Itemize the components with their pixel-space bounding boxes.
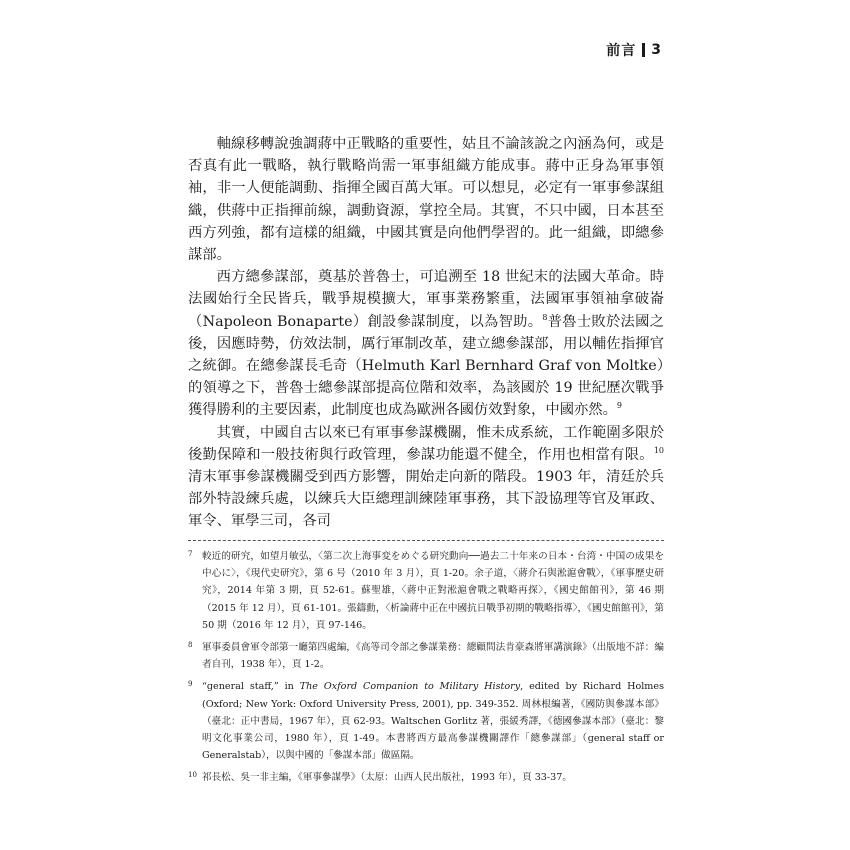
footnote-text: 軍事委員會軍令部第一廳第四處編，《高等司令部之參謀業務：總顧問法肯豪森將軍講演錄》（出版地不詳：編者自刊，1938 年），頁 1-2。 (202, 642, 664, 671)
footnote-item (188, 548, 664, 634)
section-title: 前言 (606, 43, 637, 59)
paragraph-text: 其實，中國自古以來已有軍事參謀機關，惟未成系統，工作範圍多限於後勤保障和一般技術與行政管理，參謀功能還不健全，作用也相當有限。 (188, 424, 664, 463)
footnote-book-title: The Oxford Companion to Military History (299, 681, 521, 693)
paragraph-text: 普魯士敗於法國之後，因應時勢，仿效法制，厲行軍制改革，建立總參謀部，用以輔佐指揮官之統御。在總參謀長毛奇（Helmuth Karl Bernhard Graf von Moltke）的領導之下，普魯士總參謀部提高位階和效率，為該國於 19 世紀歷次戰爭獲得勝利的主要因素，此制度也成為歐洲各國仿效對象，中國亦然。 (188, 313, 665, 419)
footnotes (188, 548, 664, 792)
main-text (188, 133, 664, 533)
footnote-number: 8 (188, 641, 193, 650)
footnote-text: 祁長松、吳一非主編，《軍事參謀學》（太原：山西人民出版社，1993 年），頁 33-37。 (202, 772, 572, 784)
footnote-text: 較近的研究，如望月敏弘，〈第二次上海事変をめぐる研究動向──過去二十年来の日本・台湾・中国の成果を中心に〉，《現代史研究》，第 6 号（2010 年 3 月），頁 1-20。余子道，〈蔣介石與淞滬會戰〉，《軍事歷史研究》，2014 年第 3 期，頁 52-61。蘇聖雄，〈蔣中正對淞滬會戰之戰略再探〉，《國史館館刊》，第 46 期（2015 年 12 月），頁 61-101。張鑄勳，〈析論蔣中正在中國抗日戰爭初期的戰略指導〉，《國史館館刊》，第 50 期（2016 年 12 月），頁 97-146。 (202, 551, 664, 631)
footnote-number: 9 (188, 680, 193, 689)
footnote-separator (188, 540, 664, 541)
footnote-text (202, 678, 664, 764)
footnote-text-part: , edited by Richard Holmes (Oxford; New York: Oxford University Press, 2001), pp. 349-352. 周林根編著，《國防與參謀本部》（臺北：正中書局，1967 年），頁 62-93。Waltschen Gorlitz 著，張緩秀譯，《德國參謀本部》（臺北：黎明文化事業公司，1980 年），頁 1-49。本書將西方最高參謀機關譯作「總參謀部」（general staff or Generalstab），以與中國的「參謀本部」做區隔。 (202, 681, 664, 762)
header-divider (642, 43, 645, 57)
paragraph (188, 422, 664, 533)
footnote-ref[interactable]: 10 (653, 446, 664, 456)
footnote-item (188, 678, 664, 764)
paragraph-text: 西方總參謀部，奠基於普魯士，可追溯至 18 世紀末的法國大革命。時法國始行全民皆兵，戰爭規模擴大，軍事業務繁重，法國軍事領袖拿破崙（Napoleon Bonaparte）創設參謀制度，以為智助。 (188, 269, 664, 330)
paragraph (188, 133, 664, 266)
footnote-number: 10 (188, 771, 197, 780)
footnote-ref[interactable]: 8 (542, 312, 548, 322)
paragraph (188, 266, 664, 421)
running-header (606, 40, 662, 60)
footnote-text-part: “general staff,” in (202, 681, 300, 693)
paragraph-text: 清末軍事參謀機關受到西方影響，開始走向新的階段。1903 年，清廷於兵部外特設練兵處，以練兵大臣總理訓練陸軍事務，其下設協理等官及軍政、軍令、軍學三司，各司 (188, 469, 664, 530)
footnote-item (188, 769, 664, 786)
paragraph-text: 軸線移轉說強調蔣中正戰略的重要性，姑且不論該說之內涵為何，或是否真有此一戰略，執行戰略尚需一軍事組織方能成事。蔣中正身為軍事領袖，非一人便能調動、指揮全國百萬大軍。可以想見，必定有一軍事參謀組織，供蔣中正指揮前線，調動資源，掌控全局。其實，不只中國，日本甚至西方列強，都有這樣的組織，中國其實是向他們學習的。此一組織，即總參謀部。 (188, 136, 664, 264)
footnote-item (188, 639, 664, 673)
footnote-number: 7 (188, 550, 193, 558)
page-number: 3 (651, 42, 662, 58)
footnote-ref[interactable]: 9 (616, 401, 622, 411)
